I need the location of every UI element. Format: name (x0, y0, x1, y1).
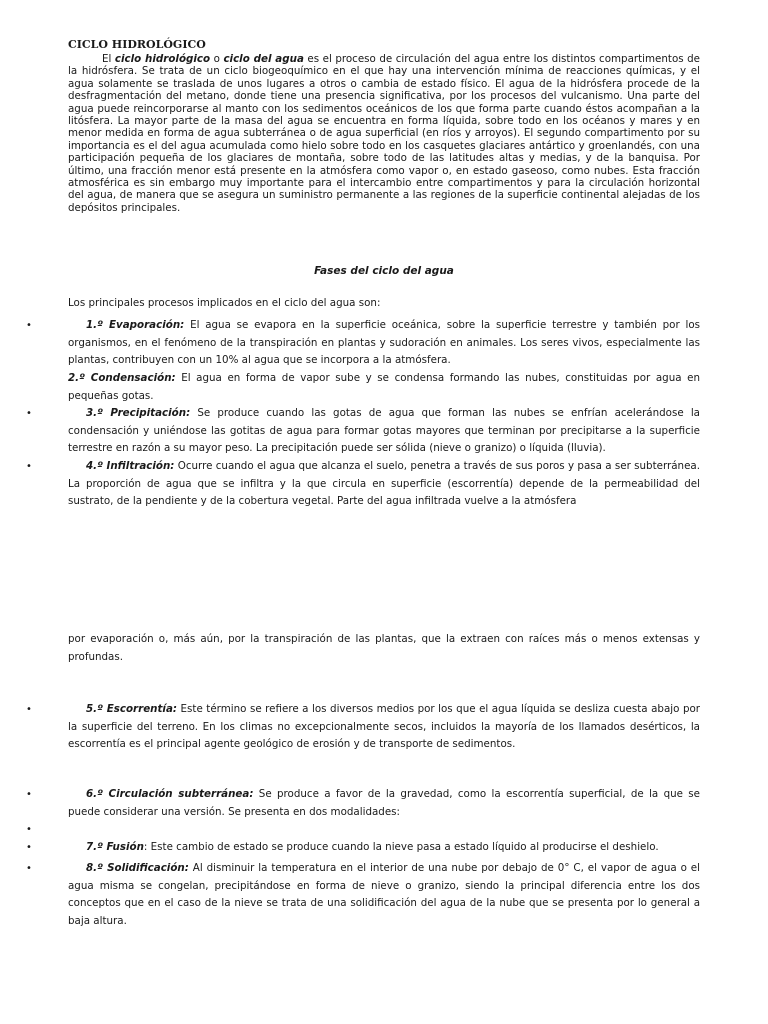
intro-term-ciclo-del-agua: ciclo del agua (223, 53, 304, 65)
phase-item-circulacion-subterranea (68, 786, 700, 821)
phase-item-solidificacion (68, 860, 700, 930)
phase-label: 8.º Solidificación: (86, 862, 189, 874)
intro-term-ciclo-hidrologico: ciclo hidrológico (114, 53, 211, 65)
phase-label: 3.º Precipitación: (86, 407, 191, 419)
phase-item-infiltracion (68, 458, 700, 511)
phase-text: Se produce a favor de la gravedad, como la escorrentía superficial, de la que se puede considerar una versión. Se presenta en dos modalidades: (68, 788, 700, 818)
phase-label: 1.º Evaporación: (86, 319, 185, 331)
bullet-marker: • (26, 863, 32, 874)
intro-text: El (102, 53, 115, 65)
bullet-marker: • (26, 704, 32, 715)
phase-text: Se produce cuando las gotas de agua que forman las nubes se enfrían acelerándose la condensación y uniéndose las gotitas de agua para formar gotas mayores que terminan por precipitarse a la superficie terrestre en razón a su mayor peso. La precipitación puede ser sólida (nieve o granizo) o líquida (lluvia). (68, 407, 700, 454)
document-title: CICLO HIDROLÓGICO (68, 38, 206, 51)
phase-label: 2.º Condensación: (68, 372, 176, 384)
phase-text: Al disminuir la temperatura en el interior de una nube por debajo de 0° C, el vapor de agua o el agua misma se congelan, precipitándose en forma de nieve o granizo, siendo la principal diferencia entre los dos conceptos que en el caso de la nieve se trata de una solidificación del agua de la nube que se presenta por lo general a baja altura. (68, 862, 700, 927)
phase-label: 5.º Escorrentía: (86, 703, 178, 715)
bullet-marker: • (26, 842, 32, 853)
intro-paragraph (68, 53, 700, 214)
bullet-marker: • (26, 461, 32, 472)
phase-text: El agua se evapora en la superficie oceánica, sobre la superficie terrestre y también por los organismos, en el fenómeno de la transpiración en plantas y sudoración en animales. Los seres vivos, especialmente las plantas, contribuyen con un 10% al agua que se incorpora a la atmósfera. (68, 319, 700, 366)
phase-item-evaporacion (68, 317, 700, 370)
phase-item-precipitacion (68, 405, 700, 458)
bullet-marker: • (26, 824, 32, 835)
intro-text: es el proceso de circulación del agua entre los distintos compartimentos de la hidrósfera. Se trata de un ciclo biogeoquímico en el que hay una intervención mínima de reacciones químicas, y el agua solamente se traslada de unos lugares a otros o cambia de estado físico. El agua de la hidrósfera procede de la desfragmentación del metano, donde tiene una presencia significativa, por los procesos del vulcanismo. Una parte del agua puede reincorporarse al manto con los sedimentos oceánicos de los que forma parte cuando éstos acompañan a la litósfera. La mayor parte de la masa del agua se encuentra en forma líquida, sobre todo en los océanos y mares y en menor medida en forma de agua subterránea o de agua superficial (en ríos y arroyos). El segundo compartimento por su importancia es el del agua acumulada como hielo sobre todo en los casquetes glaciares antártico y groenlandés, con una participación pequeña de los glaciares de montaña, sobre todo de las latitudes altas y medias, y de la banquisa. Por último, una fracción menor está presente en la atmósfera como vapor o, en estado gaseoso, como nubes. Esta fracción atmosférica es sin embargo muy importante para el intercambio entre compartimentos y para la circulación horizontal del agua, de manera que se asegura un suministro permanente a las regiones de la superficie continental alejadas de los depósitos principales. (68, 53, 700, 214)
phase-text: Este término se refiere a los diversos medios por los que el agua líquida se desliza cuesta abajo por la superficie del terreno. En los climas no excepcionalmente secos, incluidos la mayoría de los llamados desérticos, la escorrentía es el principal agente geológico de erosión y de transporte de sedimentos. (68, 703, 701, 750)
phase-text: : Este cambio de estado se produce cuando la nieve pasa a estado líquido al producirse el deshielo. (143, 841, 659, 853)
intro-text: o (210, 53, 224, 65)
phase-item-fusion (68, 839, 700, 857)
phase-item-escorrentia (68, 701, 700, 754)
phase-text: El agua en forma de vapor sube y se condensa formando las nubes, constituidas por agua en pequeñas gotas. (68, 372, 700, 402)
processes-lead: Los principales procesos implicados en el ciclo del agua son: (68, 297, 381, 309)
phase-text: Ocurre cuando el agua que alcanza el suelo, penetra a través de sus poros y pasa a ser subterránea. La proporción de agua que se infiltra y la que circula en superficie (escorrentía) depende de la permeabilidad del sustrato, de la pendiente y de la cobertura vegetal. Parte del agua infiltrada vuelve a la atmósfera (68, 460, 700, 507)
bullet-marker: • (26, 320, 32, 331)
phase-label: 7.º Fusión (86, 841, 144, 853)
phase-item-condensacion (68, 370, 700, 405)
bullet-marker: • (26, 408, 32, 419)
bullet-marker: • (26, 789, 32, 800)
phase-label: 4.º Infiltración: (86, 460, 175, 472)
phase-label: 6.º Circulación subterránea: (86, 788, 254, 800)
phases-heading: Fases del ciclo del agua (314, 265, 454, 277)
phase-text: por evaporación o, más aún, por la transpiración de las plantas, que la extraen con raíces más o menos extensas y profundas. (68, 633, 700, 663)
phase-item-infiltracion-continued (68, 631, 700, 666)
